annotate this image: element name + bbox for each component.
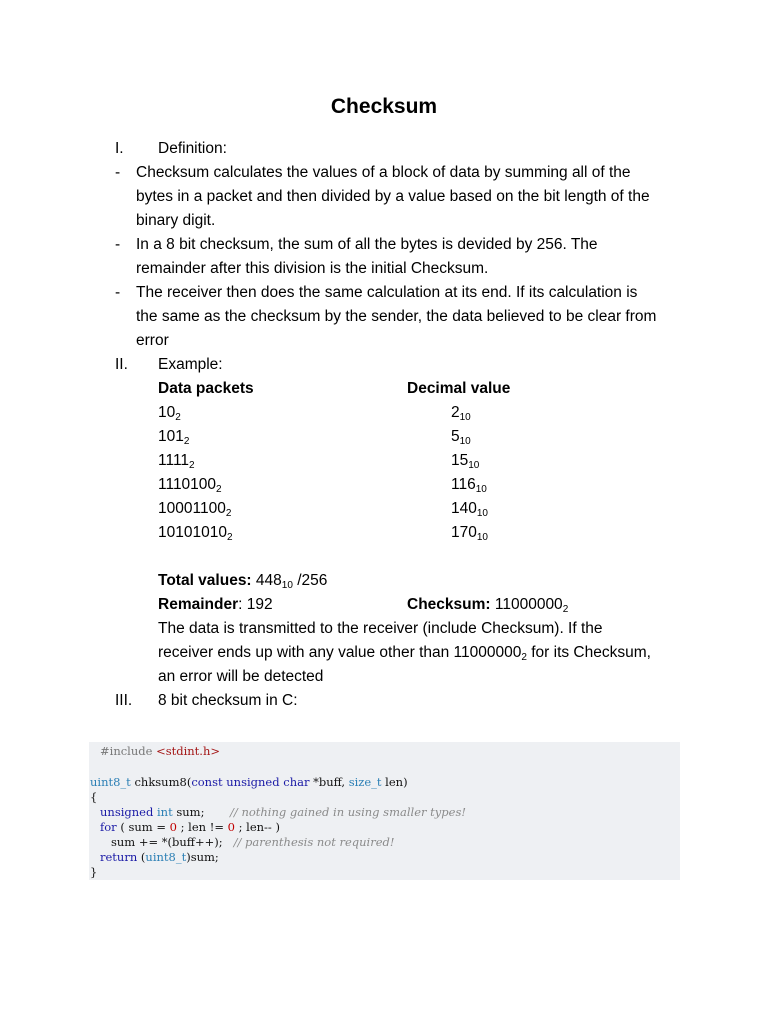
row-binary: $10101010_2$ — [158, 524, 233, 543]
bullet-2-line-2: remainder after this division is the initial Checksum. — [136, 260, 489, 277]
bullet-1-line-2: bytes in a packet and then divided by a value based on the bit length of the — [136, 188, 650, 205]
row-binary: $1111_2$ — [158, 452, 195, 471]
row-decimal: $170_{10}$ — [451, 524, 488, 543]
code-line-for: for ( sum = 0 ; len != 0 ; len-- ) — [100, 820, 280, 834]
section-3-heading: 8 bit checksum in C: — [158, 692, 298, 709]
code-block — [89, 742, 680, 880]
code-line-open-brace: { — [90, 790, 98, 804]
code-line-include: #include <stdint.h> — [100, 744, 221, 758]
col-header-data-packets: Data packets — [158, 380, 254, 397]
section-2-heading: Example: — [158, 356, 223, 373]
code-line-signature: uint8_t chksum8(const unsigned char *buff, size_t len) — [90, 775, 408, 789]
bullet-3-line-1: The receiver then does the same calculation at its end. If its calculation is — [136, 284, 638, 301]
row-decimal: $5_{10}$ — [451, 428, 471, 447]
row-binary: $101_2$ — [158, 428, 190, 447]
code-line-sum: sum += *(buff++); // parenthesis not required! — [111, 835, 395, 849]
bullet-1-line-3: binary digit. — [136, 212, 216, 229]
row-decimal: $116_{10}$ — [451, 476, 487, 495]
checksum-line: Checksum: $11000000_2$ — [407, 596, 569, 615]
row-decimal: $15_{10}$ — [451, 452, 480, 471]
bullet-3-line-3: error — [136, 332, 169, 349]
explanation-line-3: an error will be detected — [158, 668, 324, 685]
bullet-1-line-1: Checksum calculates the values of a block of data by summing all of the — [136, 164, 631, 181]
row-binary: $10001100_2$ — [158, 500, 232, 519]
bullet-3-line-2: the same as the checksum by the sender, the data believed to be clear from — [136, 308, 657, 325]
bullet-dash: - — [115, 164, 121, 181]
bullet-2-line-1: In a 8 bit checksum, the sum of all the bytes is devided by 256. The — [136, 236, 598, 253]
page-title: Checksum — [330, 95, 438, 118]
code-line-declaration: unsigned int sum; // nothing gained in using smaller types! — [100, 805, 466, 819]
section-1-numeral: I. — [115, 140, 124, 157]
row-decimal: $2_{10}$ — [451, 404, 471, 423]
row-decimal: $140_{10}$ — [451, 500, 488, 519]
explanation-line-1: The data is transmitted to the receiver (include Checksum). If the — [158, 620, 603, 637]
remainder-line: Remainder: 192 — [158, 596, 273, 613]
total-values-line: Total values: $448_{10}$ /256 — [158, 572, 328, 591]
col-header-decimal-value: Decimal value — [407, 380, 511, 397]
section-1-heading: Definition: — [158, 140, 227, 157]
code-line-return: return (uint8_t)sum; — [100, 850, 219, 864]
section-3-numeral: III. — [115, 692, 133, 709]
row-binary: $10_2$ — [158, 404, 181, 423]
code-line-close-brace: } — [90, 865, 98, 879]
bullet-dash: - — [115, 236, 121, 253]
explanation-line-2: receiver ends up with any value other than $11000000_2$ for its Checksum, — [158, 644, 651, 663]
bullet-dash: - — [115, 284, 121, 301]
section-2-numeral: II. — [115, 356, 128, 373]
row-binary: $1110100_2$ — [158, 476, 222, 495]
